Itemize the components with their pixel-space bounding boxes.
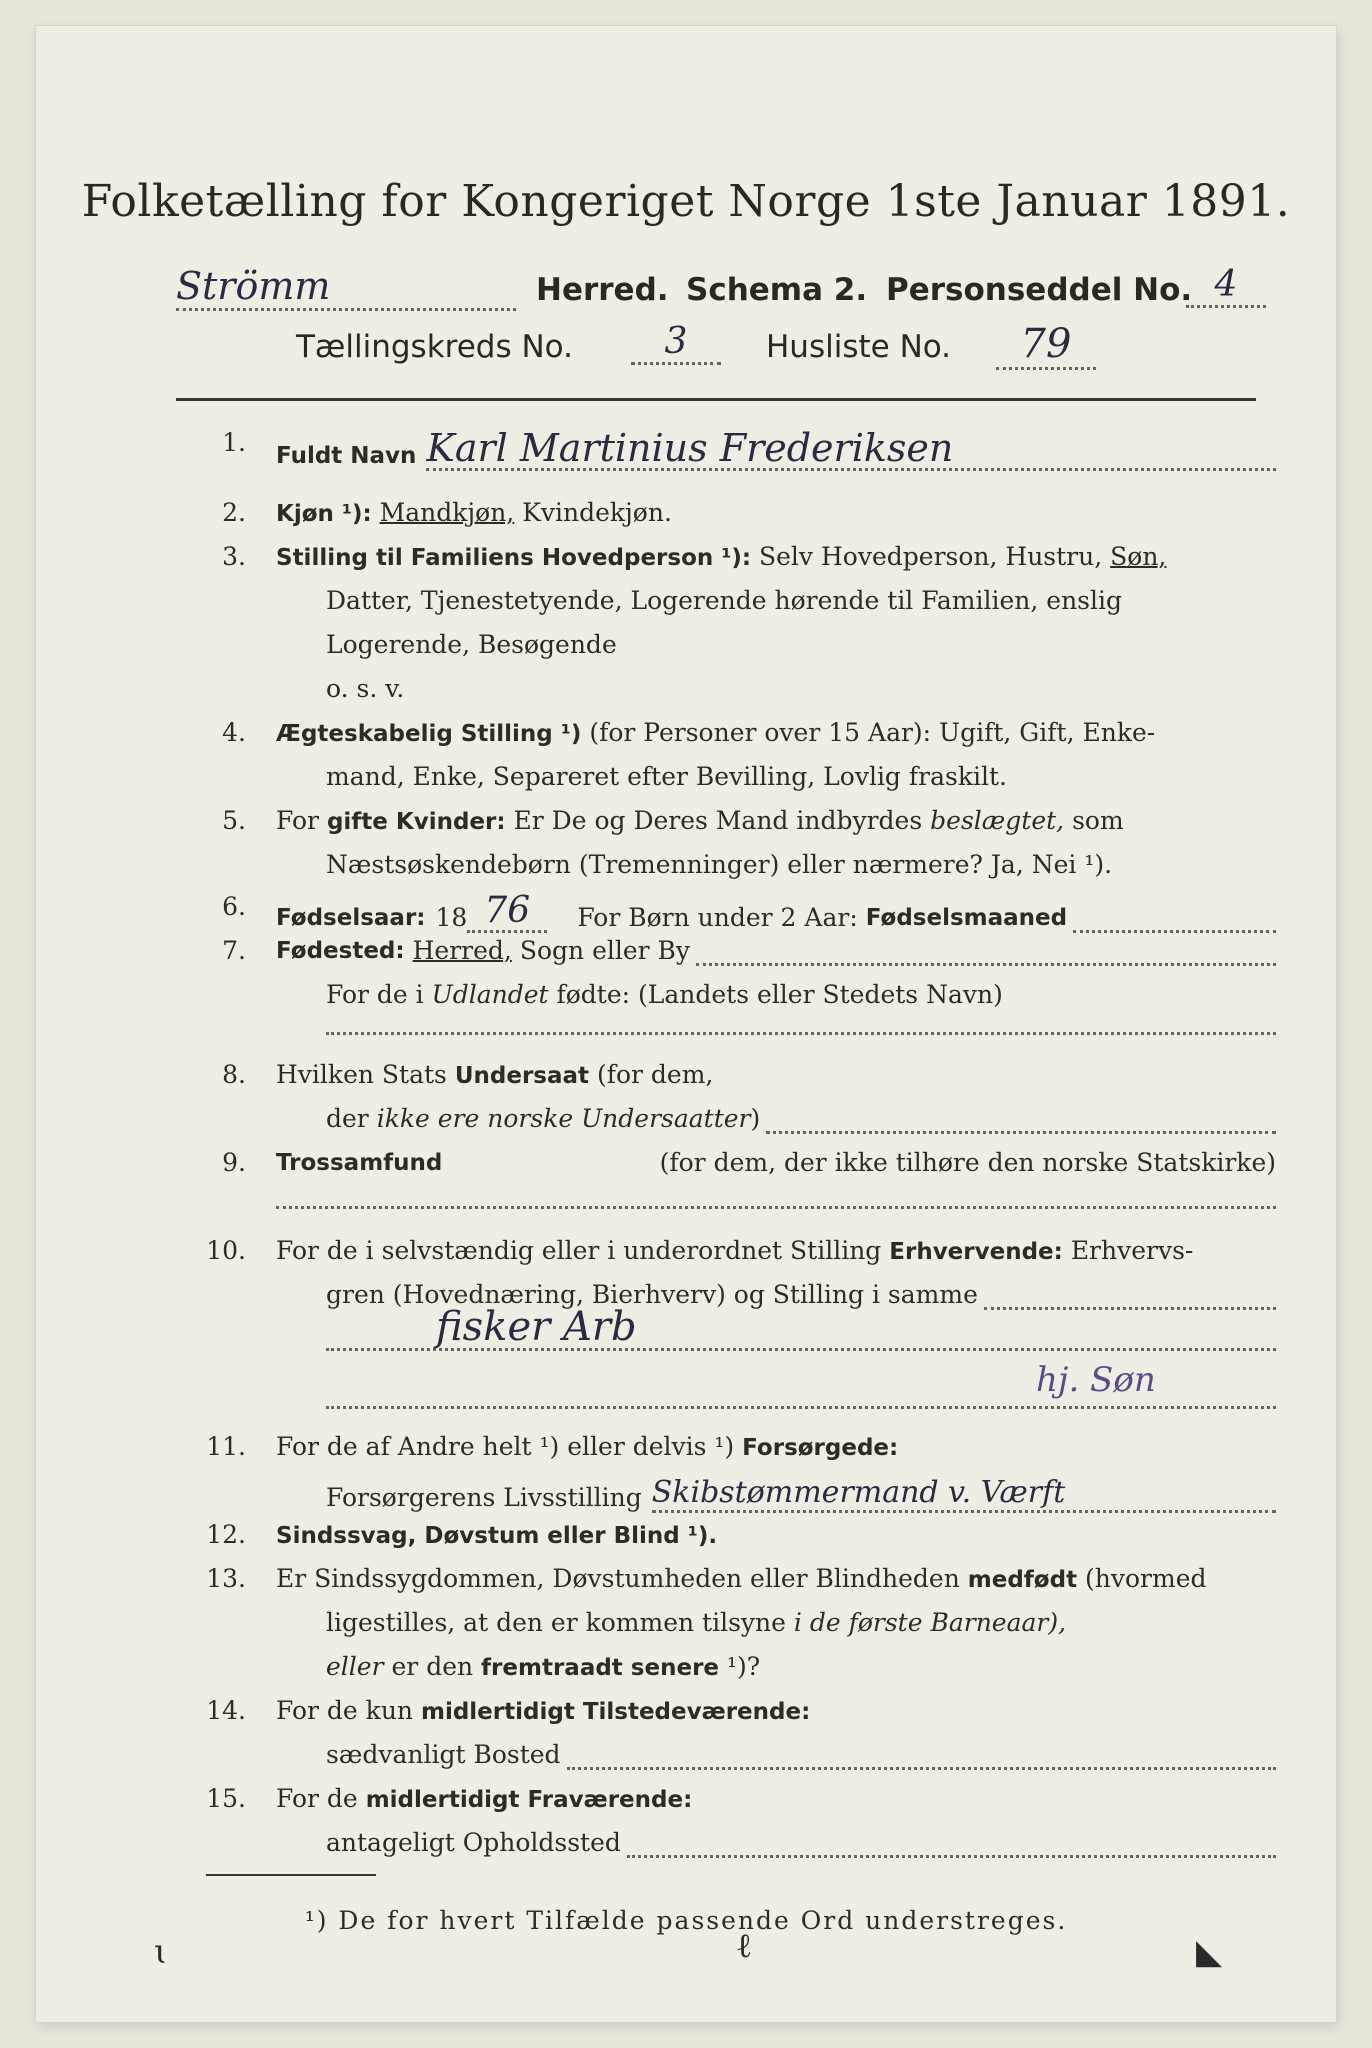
question-6	[176, 892, 1276, 932]
sex-selected: Mandkjøn,	[379, 498, 515, 527]
ink-mark-center: ℓ	[736, 1926, 753, 1966]
q15-text-2: antageligt Opholdssted	[326, 1828, 621, 1857]
q7-options: Sogn eller By	[519, 936, 691, 965]
q5-options: Næstsøskendebørn (Tremenninger) eller nærmere? Ja, Nei ¹).	[326, 850, 1113, 879]
birthplace-field	[696, 941, 1276, 966]
q13-text: Er Sindssygdommen, Døvstumheden eller Blindheden	[276, 1564, 960, 1593]
q2-label: Kjøn ¹):	[276, 501, 372, 527]
q5-for: For	[276, 806, 319, 835]
q7-label: Fødested:	[276, 938, 405, 964]
herred-label: Herred.	[536, 272, 669, 308]
q15-label: midlertidigt Fraværende:	[365, 1787, 693, 1813]
herred-row	[176, 264, 1266, 314]
q13-label: medfødt	[967, 1567, 1078, 1593]
herred-value: Strömm	[176, 264, 516, 311]
q8-label: Undersaat	[454, 1063, 590, 1089]
q13-italic: i de første Barneaar),	[793, 1608, 1067, 1637]
q13-text-2: ligestilles, at den er kommen tilsyne	[326, 1608, 786, 1637]
q10-text-b: Erhvervs-	[1070, 1236, 1194, 1265]
q3-options: Selv Hovedperson, Hustru,	[759, 542, 1103, 571]
religion-field	[276, 1206, 1276, 1209]
q3-number: 3.	[222, 542, 246, 571]
q12-number: 12.	[206, 1520, 246, 1549]
q7-text-b: fødte: (Landets eller Stedets Navn)	[556, 980, 1003, 1009]
q8-italic: ikke ere norske Undersaatter	[376, 1104, 751, 1133]
relation-selected: Søn,	[1110, 542, 1167, 571]
kreds-value: 3	[631, 321, 721, 365]
q4-number: 4.	[222, 718, 246, 747]
form-title: Folketælling for Kongeriget Norge 1ste Januar 1891.	[81, 176, 1291, 227]
schema-label: Schema 2.	[686, 272, 868, 308]
footnote-rule	[206, 1874, 376, 1876]
q11-line-2	[176, 1476, 1276, 1516]
husliste-value: 79	[996, 321, 1096, 370]
q3-options-2: Datter, Tjenestetyende, Logerende hørende til Familien, enslig	[326, 586, 1123, 615]
q6-text: For Børn under 2 Aar:	[577, 903, 858, 932]
provider-occupation-value: Skibstømmermand v. Værft	[652, 1476, 1276, 1513]
q11-text-2: Forsørgerens Livsstilling	[326, 1483, 642, 1512]
personseddel-label: Personseddel No.	[886, 272, 1193, 308]
occupation-field-3	[326, 1406, 1276, 1409]
kreds-row	[296, 321, 1196, 371]
q5-som: som	[1072, 806, 1124, 835]
q11-label: Forsørgede:	[742, 1435, 899, 1461]
q3-label: Stilling til Familiens Hovedperson ¹):	[276, 545, 752, 571]
ink-mark-right: ◣	[1196, 1932, 1223, 1972]
q4-label: Ægteskabelig Stilling ¹)	[276, 721, 582, 747]
birth-year-value: 76	[467, 892, 547, 933]
q11-number: 11.	[206, 1432, 246, 1461]
q6-label: Fødselsaar:	[276, 905, 426, 931]
ink-mark-left: ɩ	[154, 1932, 168, 1972]
q13-label-2: fremtraadt senere	[481, 1655, 720, 1681]
q4-options: mand, Enke, Separeret efter Bevilling, Lovlig fraskilt.	[326, 762, 1007, 791]
birth-year-prefix: 18	[435, 903, 468, 932]
q10-number: 10.	[206, 1236, 246, 1265]
q14-text-2: sædvanligt Bosted	[326, 1740, 561, 1769]
husliste-label: Husliste No.	[766, 329, 952, 365]
q10-label: Erhvervende:	[889, 1239, 1063, 1265]
q6-number: 6.	[222, 892, 246, 921]
q10-text: For de i selvstændig eller i underordnet Stilling	[276, 1236, 882, 1265]
q13-text-3: er den	[391, 1652, 474, 1681]
q10-text-2: gren (Hovednæring, Bierhverv) og Stilling i samme	[326, 1280, 978, 1309]
q13-text-b: (hvormed	[1085, 1564, 1207, 1593]
q9-text: (for dem, der ikke tilhøre den norske Statskirke)	[659, 1148, 1276, 1177]
q4-text: (for Personer over 15 Aar): Ugift, Gift, Enke-	[589, 718, 1156, 747]
q8-der: der	[326, 1104, 369, 1133]
occupation-note: hj. Søn	[1036, 1360, 1156, 1400]
q15-number: 15.	[206, 1784, 246, 1813]
census-form: Folketælling for Kongeriget Norge 1ste Januar 1891. Strömm Herred. Schema 2. Personseddel No. 4 Tællingskreds No. 3 Husliste No. 79 1. Fuldt Navn Karl Martinius Frederiksen 2. Kjøn ¹): Mandkjøn, Kvindekjøn. 3. Stilling til Familiens Hovedperson ¹): Selv Hovedperson, Hustru, Søn, Datter, Tjenestetyende, Logerende hørende til Familien, enslig Logerende, Besøgende o. s. v. 4. Ægteskabelig Stilling ¹) (for Personer over 15 Aar): Ugift, Gift, Enke- mand, Enke, Separeret efter Bevilling, Lovlig fraskilt. 5. For gifte Kvinder: Er De og Deres Mand indbyrdes beslægtet, som Næstsøskendebørn (Tremenninger) eller nærmere? Ja, Nei ¹). 6. Fødselsaar: 18 76 For Børn under 2 Aar: Fødselsmaaned 7. Fødested: Herred, Sogn eller By For de i Udlandet fødte: (Landets eller Stedets Navn) 8. Hvilken Stats Undersaat (for dem, der ikke ere norske Undersaatter ) 9. Trossamfund (for dem, der ikke tilhøre den norske Statskirke) 10. For de i selvstændig eller i underordnet Stilling Erhvervende: Erhvervs- gren (Hovednæring, Bierhverv) og Stilling i samme fisker Arb hj. Søn 11. For de af Andre helt ¹) eller delvis ¹) Forsørgede: Forsørgerens Livsstilling Skibstømmermand v. Værft 12. Sindssvag, Døvstum eller Blind ¹). 13. Er Sindssygdommen, Døvstumheden eller Blindheden medfødt (hvormed ligestilles, at den er kommen tilsyne i de første Barneaar), eller er den fremtraadt senere ¹)? 14. For de kun midlertidigt Tilstedeværende: sædvanligt Bosted 15. For de midlertidigt Fraværende: antageligt Opholdssted ¹) De for hvert Tilfælde passende Ord understreges. ɩ ℓ ◣	[36, 26, 1336, 2022]
birthplace-selected: Herred,	[412, 936, 512, 965]
q8-text-b: (for dem,	[596, 1060, 714, 1089]
q14-label: midlertidigt Tilstedeværende:	[420, 1699, 811, 1725]
q1-number: 1.	[222, 428, 246, 457]
footnote: ¹) De for hvert Tilfælde passende Ord understreges.	[304, 1906, 1068, 1935]
q7-italic: Udlandet	[431, 980, 549, 1009]
stay-location-field	[627, 1833, 1276, 1858]
q3-options-4: o. s. v.	[326, 674, 405, 703]
q8-text-a: Hvilken Stats	[276, 1060, 447, 1089]
q15-text: For de	[276, 1784, 358, 1813]
kreds-label: Tællingskreds No.	[296, 329, 573, 365]
personseddel-value: 4	[1186, 264, 1266, 308]
q5-text: Er De og Deres Mand indbyrdes	[513, 806, 923, 835]
q13-text-3b: ¹)?	[726, 1652, 761, 1681]
q7-text-a: For de i	[326, 980, 424, 1009]
q11-text: For de af Andre helt ¹) eller delvis ¹)	[276, 1432, 735, 1461]
q1-label: Fuldt Navn	[276, 443, 417, 469]
q14-number: 14.	[206, 1696, 246, 1725]
question-1	[176, 428, 1276, 472]
abroad-field	[326, 1032, 1276, 1035]
q7-number: 7.	[222, 936, 246, 965]
birth-month-field	[1073, 908, 1276, 933]
q14-text: For de kun	[276, 1696, 414, 1725]
q5-label: gifte Kvinder:	[326, 809, 506, 835]
q9-label: Trossamfund	[276, 1150, 443, 1176]
q13-number: 13.	[206, 1564, 246, 1593]
sex-option-female: Kvindekjøn.	[522, 498, 672, 527]
q2-number: 2.	[222, 498, 246, 527]
full-name-value: Karl Martinius Frederiksen	[426, 428, 1276, 471]
q3-options-3: Logerende, Besøgende	[326, 630, 617, 659]
occupation-value: fisker Arb	[436, 1304, 637, 1350]
q5-italic: beslægtet,	[930, 806, 1065, 835]
q8-number: 8.	[222, 1060, 246, 1089]
q6-month-label: Fødselsmaaned	[865, 905, 1068, 931]
q5-number: 5.	[222, 806, 246, 835]
header-rule	[176, 398, 1256, 401]
usual-residence-field	[567, 1745, 1276, 1770]
nationality-field	[766, 1109, 1276, 1134]
q13-eller: eller	[326, 1652, 384, 1681]
occupation-field-1	[984, 1285, 1276, 1310]
q12-label: Sindssvag, Døvstum eller Blind ¹).	[276, 1523, 718, 1549]
q9-number: 9.	[222, 1148, 246, 1177]
